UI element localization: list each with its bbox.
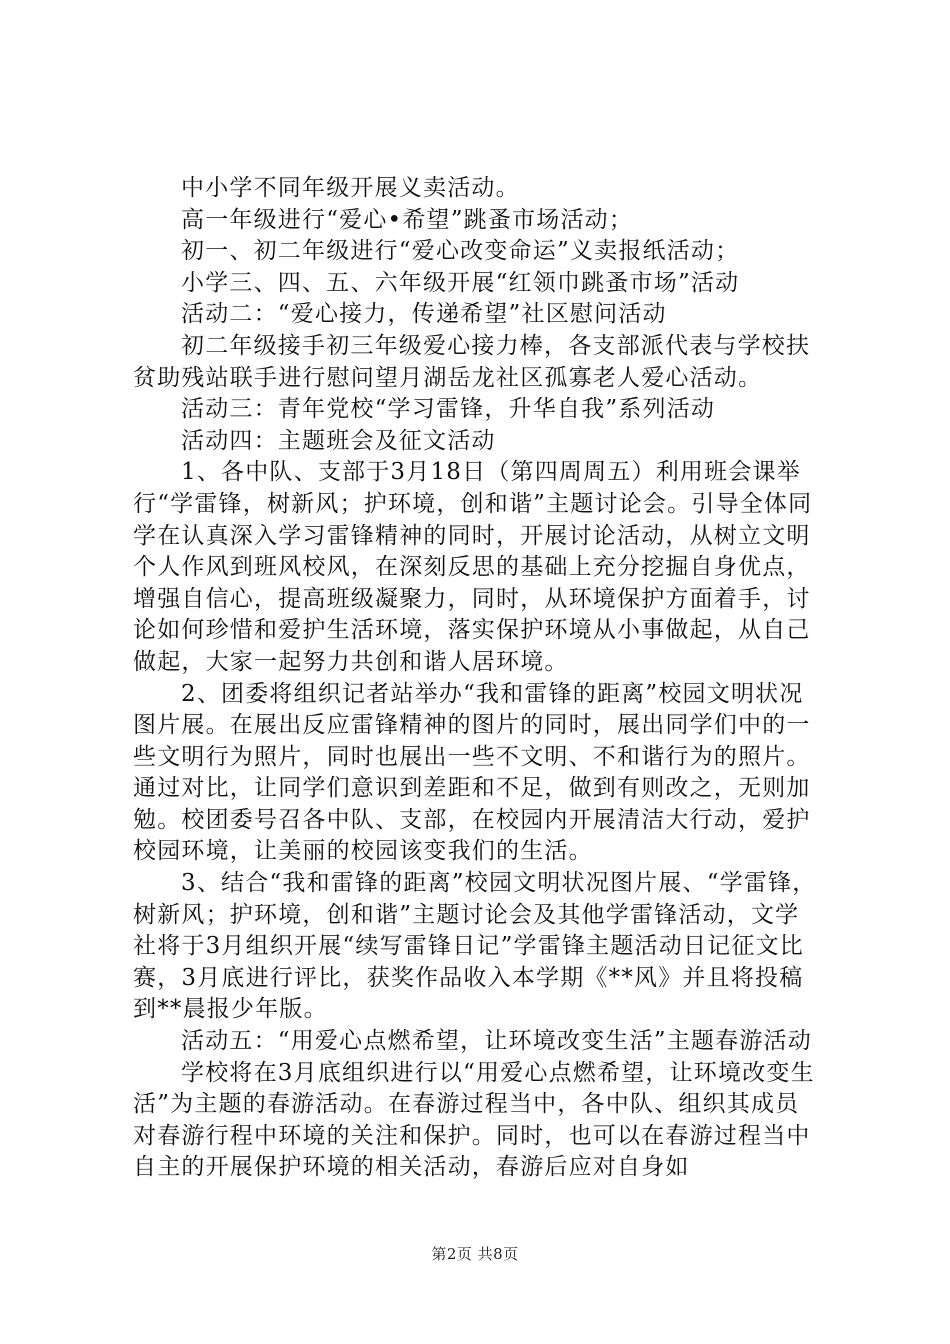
paragraph: 初二年级接手初三年级爱心接力棒，各支部派代表与学校扶贫助残站联手进行慰问望月湖岳龙社区孤寡老人爱心活动。 (133, 332, 811, 391)
section-heading-activity-4: 活动四：主题班会及征文活动 (181, 427, 496, 454)
paragraph: 3、结合“我和雷锋的距离”校园文明状况图片展、“学雷锋，树新风；护环境，创和谐”主题讨论会及其他学雷锋活动，文学社将于3月组织开展“续写雷锋日记”学雷锋主题活动日记征文比赛，3月底进行评比，获奖作品收入本学期《**风》并且将投稿到**晨报少年版。 (133, 870, 817, 1023)
section-heading-activity-3: 活动三：青年党校“学习雷锋，升华自我”系列活动 (181, 396, 716, 423)
section-heading-activity-2: 活动二：“爱心接力，传递希望”社区慰问活动 (181, 301, 667, 328)
section-heading-activity-5: 活动五：“用爱心点燃希望，让环境改变生活”主题春游活动 (181, 1028, 812, 1055)
paragraph: 1、各中队、支部于3月18日（第四周周五）利用班会课举行“学雷锋，树新风；护环境，创和谐”主题讨论会。引导全体同学在认真深入学习雷锋精神的同时，开展讨论活动，从树立文明个人作风到班风校风，在深刻反思的基础上充分挖掘自身优点，增强自信心，提高班级凝聚力，同时，从环境保护方面着手，讨论如何珍惜和爱护生活环境，落实保护环境从小事做起，从自己做起，大家一起努力共创和谐人居环境。 (133, 459, 813, 675)
paragraph: 初一、初二年级进行“爱心改变命运”义卖报纸活动； (181, 238, 740, 265)
paragraph: 中小学不同年级开展义卖活动。 (181, 175, 520, 201)
paragraph: 小学三、四、五、六年级开展“红领巾跳蚤市场”活动 (181, 269, 740, 296)
paragraph: 学校将在3月底组织进行以“用爱心点燃希望，让环境改变生活”为主题的春游活动。在春游过程当中，各中队、组织其成员对春游行程中环境的关注和保护。同时，也可以在春游过程当中自主的开展保护环境的相关活动，春游后应对自身如 (133, 1059, 815, 1181)
paragraph: 2、团委将组织记者站举办“我和雷锋的距离”校园文明状况图片展。在展出反应雷锋精神的图片的同时，展出同学们中的一些文明行为照片，同时也展出一些不文明、不和谐行为的照片。通过对比，让同学们意识到差距和不足，做到有则改之，无则加勉。校团委号召各中队、支部，在校园内开展清洁大行动，爱护校园环境，让美丽的校园该变我们的生活。 (133, 680, 811, 865)
document-body (133, 173, 823, 1184)
page-number-footer: 第2页 共8页 (431, 1245, 519, 1263)
paragraph: 高一年级进行“爱心•希望”跳蚤市场活动； (181, 206, 634, 233)
